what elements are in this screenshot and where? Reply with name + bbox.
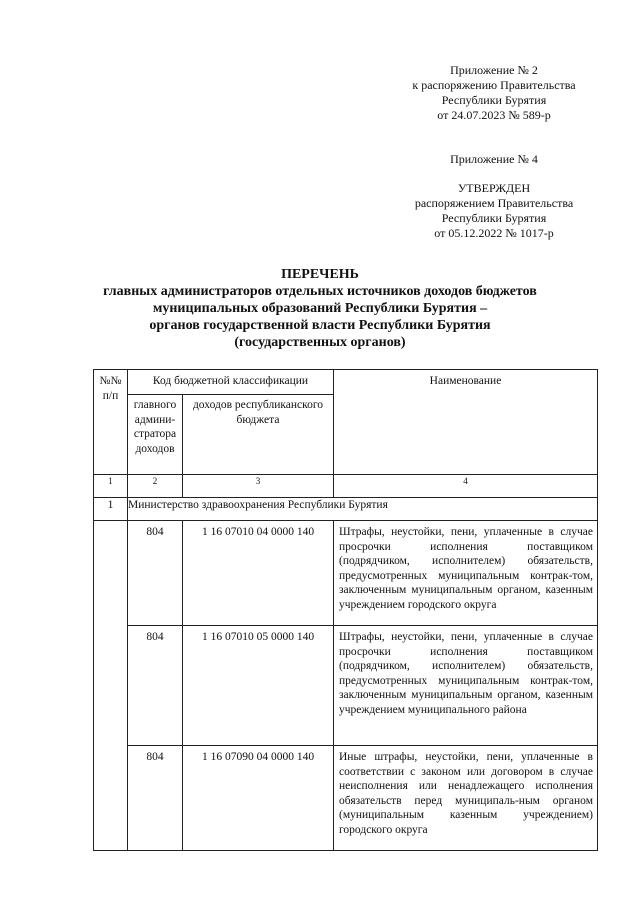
header-num: №№ п/п	[94, 370, 128, 475]
budget-code: 1 16 07010 05 0000 140	[183, 626, 334, 746]
revenue-name: Штрафы, неустойки, пени, уплаченные в случае просрочки исполнения поставщиком (подрядчиком, исполнителем) обязательств, предусмотренных муниципальным контрак-том, заключенным муниципальным органом, казенным учреждением муниципального района	[334, 626, 598, 746]
appendix-4-line: Приложение № 4	[450, 152, 538, 166]
ministry-row	[94, 498, 598, 521]
approved-line: УТВЕРЖДЕН	[457, 181, 531, 195]
header-revenue: доходов республиканского бюджета	[183, 395, 334, 475]
col-number: 3	[183, 475, 334, 498]
header-chief-admin: главного админи-стратора доходов	[128, 395, 183, 475]
col-number: 2	[128, 475, 183, 498]
appendix-2-line: к распоряжению Правительства	[412, 78, 576, 92]
budget-code: 1 16 07010 04 0000 140	[183, 521, 334, 626]
col-number: 1	[94, 475, 128, 498]
table-row	[94, 746, 598, 851]
approved-line: распоряжением Правительства	[414, 196, 574, 210]
ministry-num: 1	[94, 498, 128, 521]
table-row	[94, 626, 598, 746]
title-line: муниципальных образований Республики Бурятия –	[152, 301, 488, 316]
title-line: ПЕРЕЧЕНЬ	[281, 267, 359, 282]
approved-line: от 05.12.2022 № 1017-р	[434, 226, 554, 240]
title-line: главных администраторов отдельных источников доходов бюджетов	[103, 284, 537, 299]
appendix-2-line: Приложение № 2	[450, 63, 538, 77]
appendix-4-header	[404, 152, 584, 167]
table-header-row	[94, 370, 598, 395]
admin-code: 804	[128, 626, 183, 746]
appendix-2-header	[404, 63, 584, 123]
title-line: органов государственной власти Республики Бурятия	[149, 318, 491, 333]
admin-code: 804	[128, 746, 183, 851]
appendix-2-line: Республики Бурятия	[441, 93, 547, 107]
revenue-name: Иные штрафы, неустойки, пени, уплаченные в соответствии с законом или договором в случае неисполнения или ненадлежащего исполнения обязательств перед муниципаль-ным органом (муниципальным казенным учреждением) городского округа	[334, 746, 598, 851]
header-budget-code: Код бюджетной классификации	[128, 370, 334, 395]
header-name: Наименование	[334, 370, 598, 475]
revenue-administrators-table	[93, 369, 598, 851]
col-number: 4	[334, 475, 598, 498]
budget-code: 1 16 07090 04 0000 140	[183, 746, 334, 851]
revenue-name: Штрафы, неустойки, пени, уплаченные в случае просрочки исполнения поставщиком (подрядчиком, исполнителем) обязательств, предусмотренных муниципальным контрак-том, заключенным муниципальным органом, казенным учреждением городского округа	[334, 521, 598, 626]
appendix-2-line: от 24.07.2023 № 589-р	[437, 108, 551, 122]
ministry-name: Министерство здравоохранения Республики Бурятия	[128, 498, 598, 521]
approval-stamp-text	[404, 181, 584, 241]
column-number-row	[94, 475, 598, 498]
document-title	[60, 266, 580, 351]
title-line: (государственных органов)	[234, 335, 406, 350]
empty-num-cell	[94, 521, 128, 851]
approved-line: Республики Бурятия	[441, 211, 547, 225]
table-row	[94, 521, 598, 626]
admin-code: 804	[128, 521, 183, 626]
